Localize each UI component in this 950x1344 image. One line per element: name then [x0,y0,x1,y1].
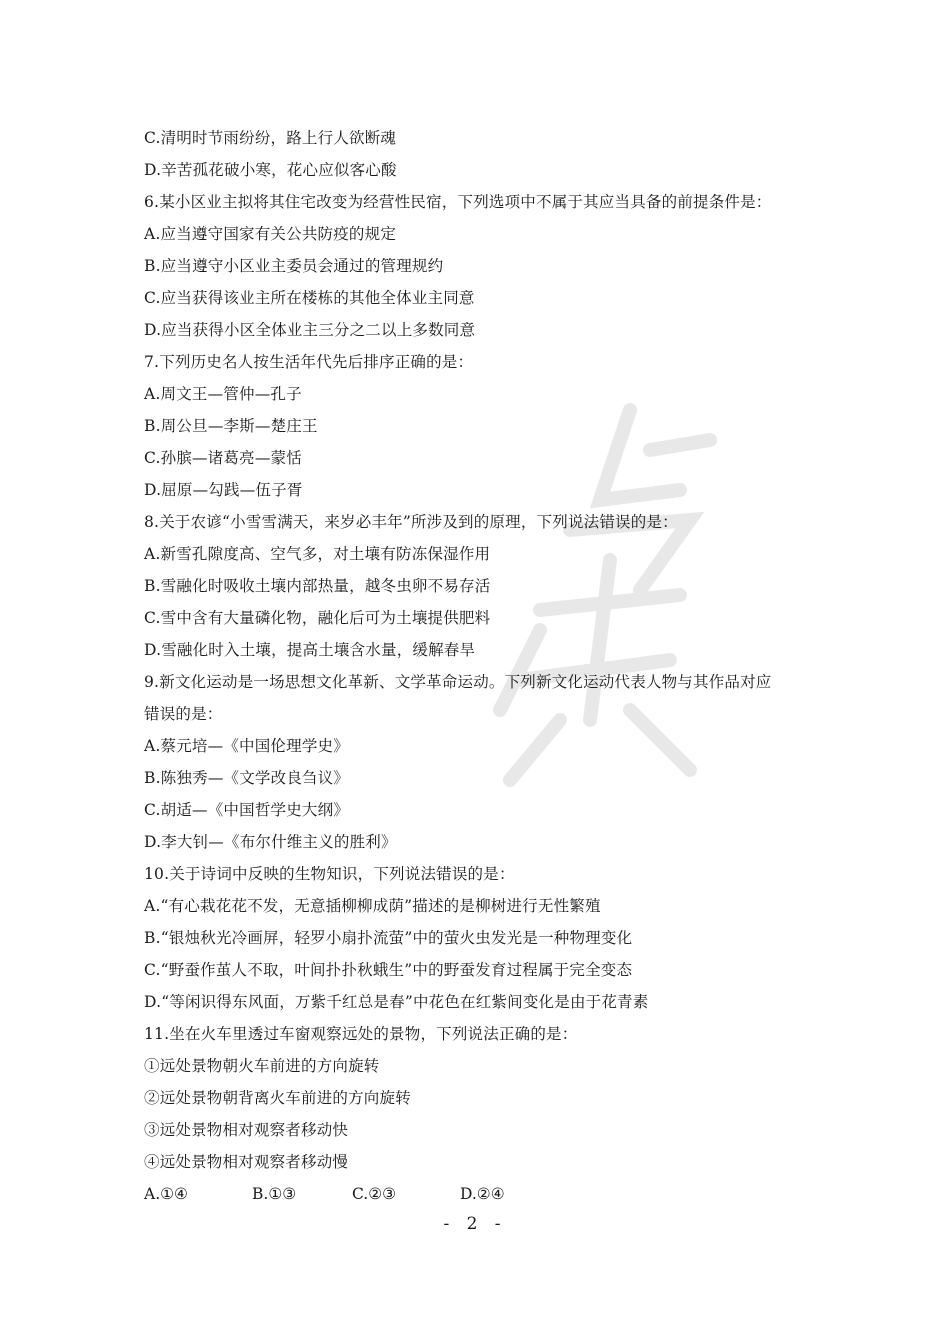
option-9c: C.胡适—《中国哲学史大纲》 [144,801,350,819]
option-6a: A.应当遵守国家有关公共防疫的规定 [144,225,397,243]
option-11d: D.②④ [460,1185,505,1203]
question-6-stem: 6.某小区业主拟将其住宅改变为经营性民宿，下列选项中不属于其应当具备的前提条件是： [144,193,772,211]
option-8c: C.雪中含有大量磷化物，融化后可为土壤提供肥料 [144,609,491,627]
option-9d: D.李大钊—《布尔什维主义的胜利》 [144,833,397,851]
option-7d: D.屈原—勾践—伍子胥 [144,481,303,499]
question-7-stem: 7.下列历史名人按生活年代先后排序正确的是： [144,353,474,371]
option-8d: D.雪融化时入土壤，提高土壤含水量，缓解春旱 [144,641,476,659]
statement-11-3: ③远处景物相对观察者移动快 [144,1121,349,1139]
option-5c: C.清明时节雨纷纷，路上行人欲断魂 [144,129,397,147]
question-content [144,122,824,1210]
option-9a: A.蔡元培—《中国伦理学史》 [144,737,349,755]
option-11b: B.①③ [252,1185,297,1203]
option-7c: C.孙膑—诸葛亮—蒙恬 [144,449,302,467]
option-5d: D.辛苦孤花破小寒，花心应似客心酸 [144,161,397,179]
option-10a: A.“有心栽花花不发，无意插柳柳成荫”描述的是柳树进行无性繁殖 [144,897,601,915]
question-9-stem-line1: 9.新文化运动是一场思想文化革新、文学革命运动。下列新文化运动代表人物与其作品对应 [144,673,772,691]
question-10-stem: 10.关于诗词中反映的生物知识，下列说法错误的是： [144,865,515,883]
option-6b: B.应当遵守小区业主委员会通过的管理规约 [144,257,444,275]
option-6d: D.应当获得小区全体业主三分之二以上多数同意 [144,321,476,339]
option-9b: B.陈独秀—《文学改良刍议》 [144,769,350,787]
option-10b: B.“银烛秋光冷画屏，轻罗小扇扑流萤”中的萤火虫发光是一种物理变化 [144,929,633,947]
question-9-stem-line2: 错误的是： [144,705,223,723]
option-8a: A.新雪孔隙度高、空气多，对土壤有防冻保湿作用 [144,545,491,563]
option-10d: D.“等闲识得东风面，万紫千红总是春”中花色在红紫间变化是由于花青素 [144,993,649,1011]
option-8b: B.雪融化时吸收土壤内部热量，越冬虫卵不易存活 [144,577,491,595]
question-11-options [144,1178,824,1210]
option-6c: C.应当获得该业主所在楼栋的其他全体业主同意 [144,289,475,307]
statement-11-4: ④远处景物相对观察者移动慢 [144,1153,349,1171]
option-7a: A.周文王—管仲—孔子 [144,385,302,403]
statement-11-1: ①远处景物朝火车前进的方向旋转 [144,1057,380,1075]
page-number: - 2 - [443,1214,507,1234]
option-11c: C.②③ [352,1185,397,1203]
option-10c: C.“野蚕作茧人不取，叶间扑扑秋蛾生”中的野蚕发育过程属于完全变态 [144,961,633,979]
question-8-stem: 8.关于农谚“小雪雪满天，来岁必丰年”所涉及到的原理，下列说法错误的是： [144,513,678,531]
statement-11-2: ②远处景物朝背离火车前进的方向旋转 [144,1089,411,1107]
option-11a: A.①④ [144,1185,188,1203]
question-11-stem: 11.坐在火车里透过车窗观察远处的景物，下列说法正确的是： [144,1025,578,1043]
option-7b: B.周公旦—李斯—楚庄王 [144,417,318,435]
